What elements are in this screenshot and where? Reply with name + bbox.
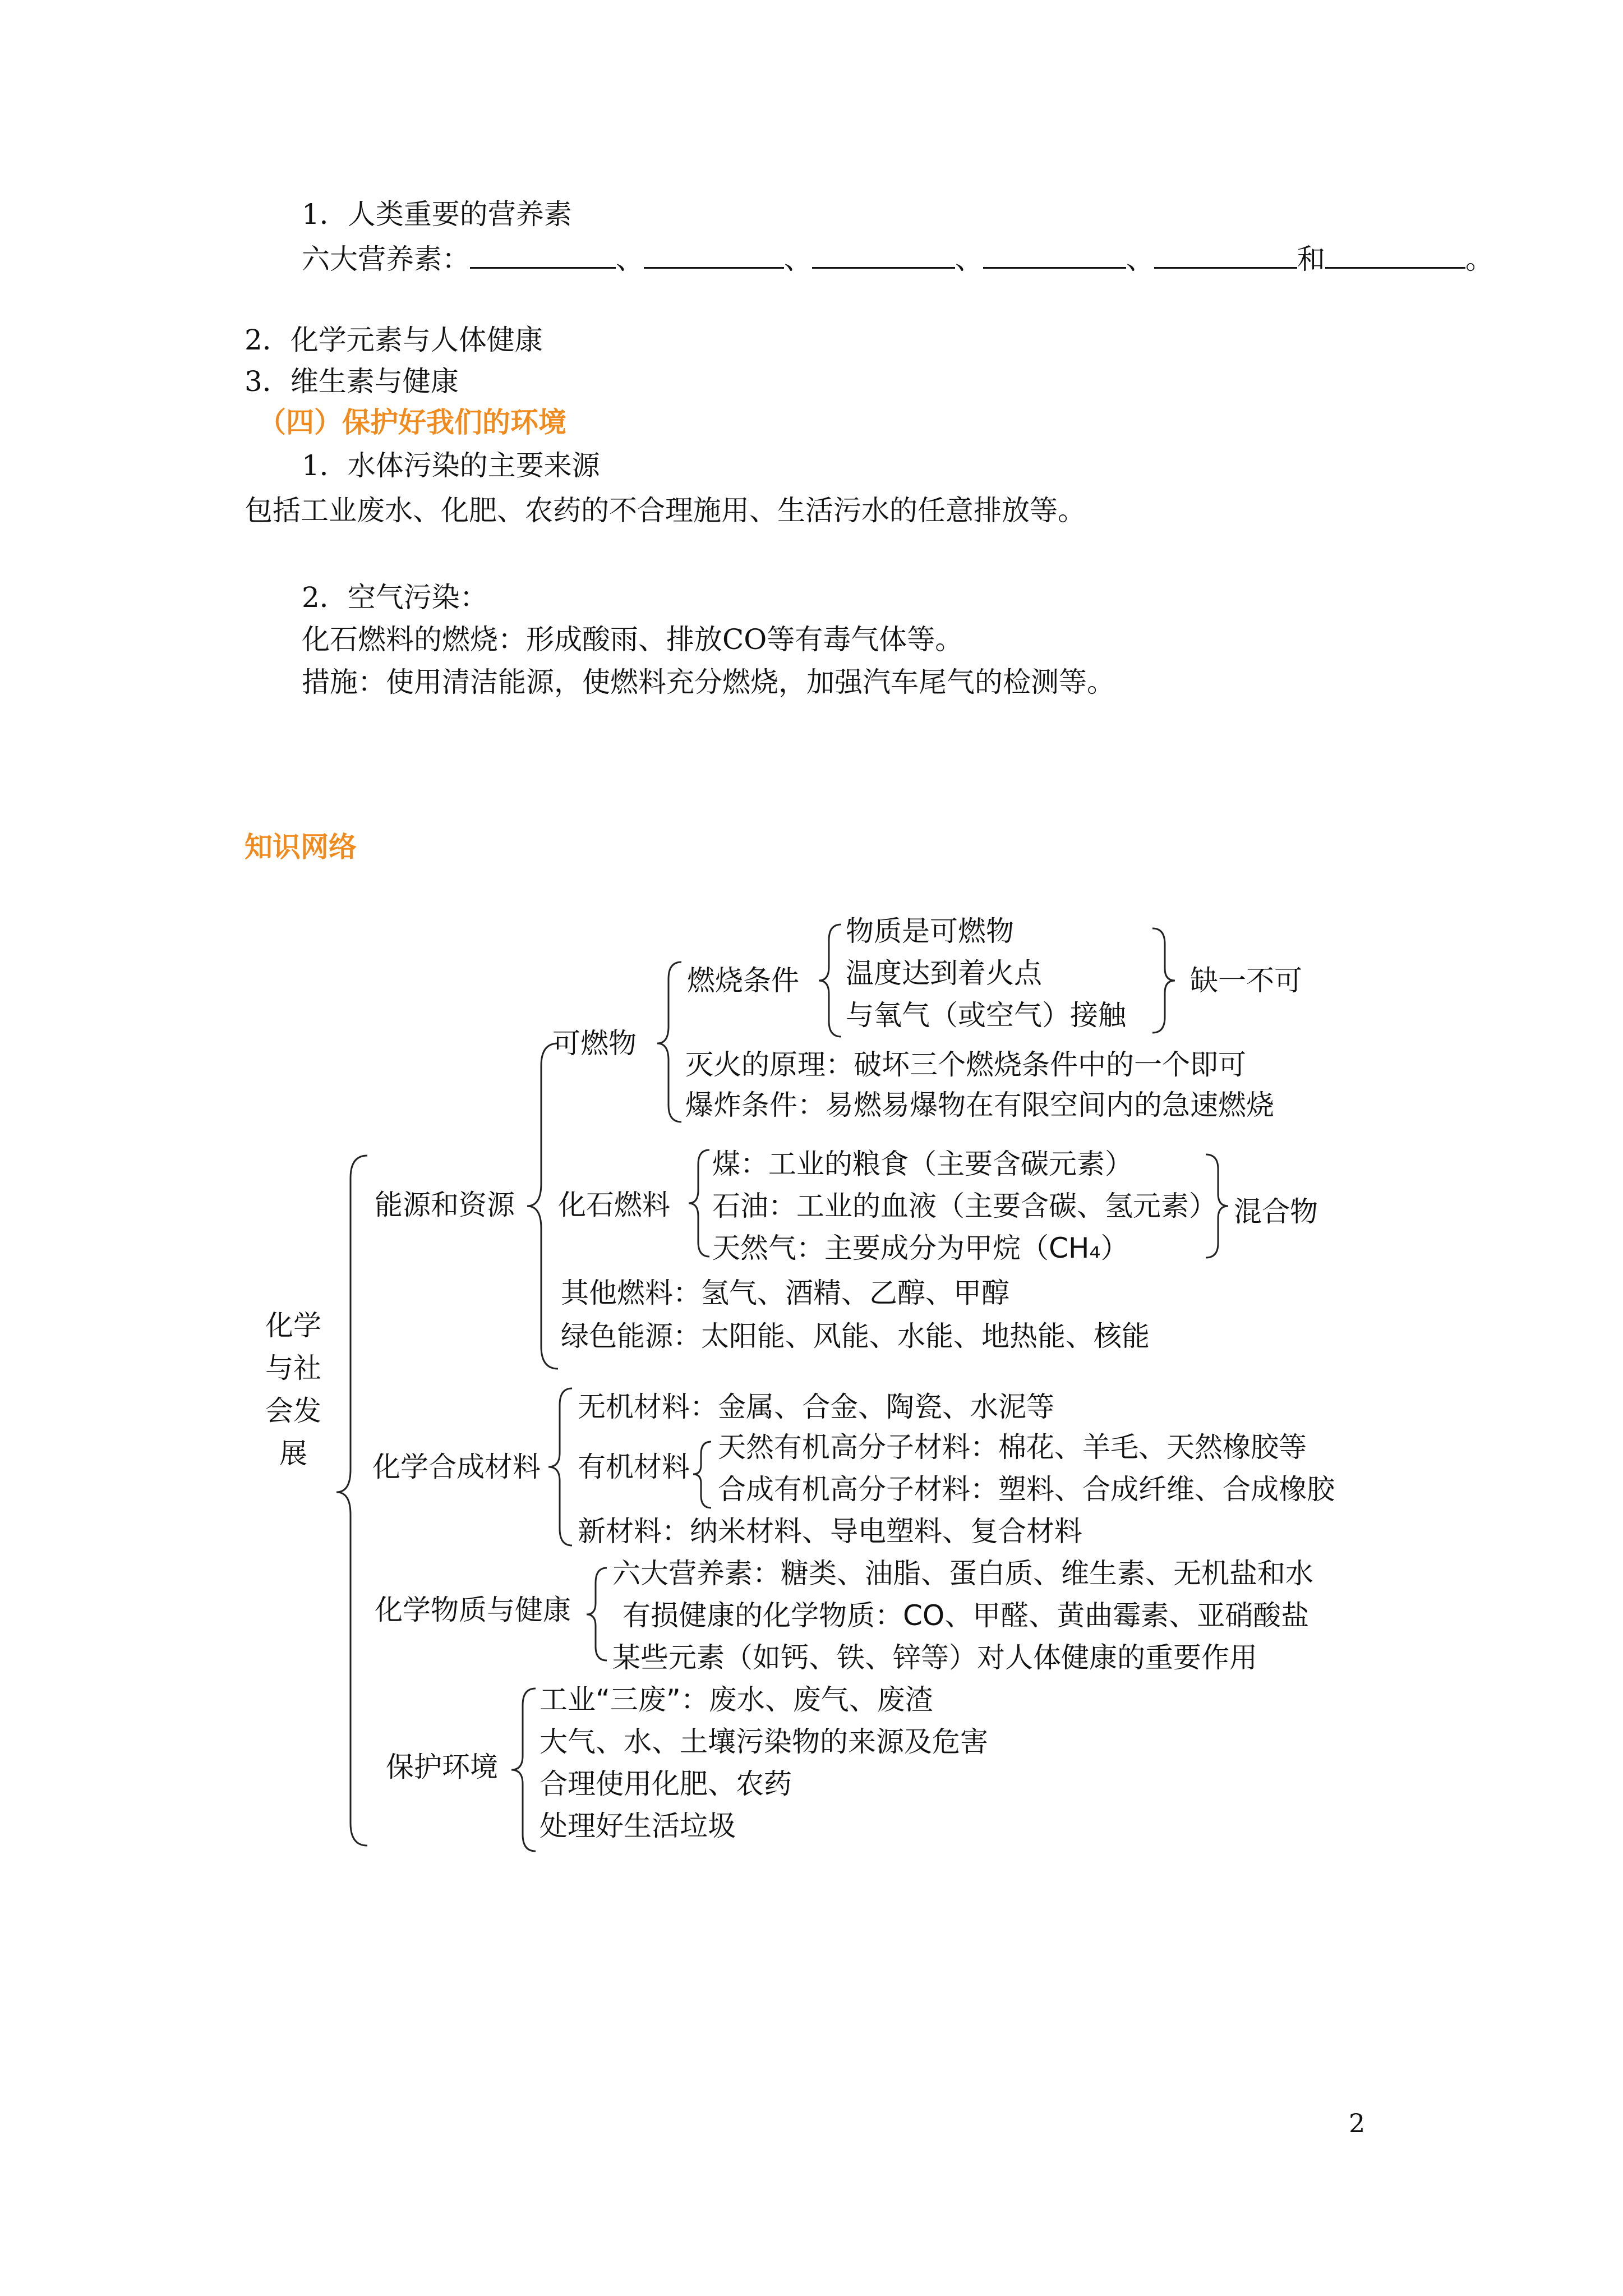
node-new-mat: 新材料：纳米材料、导电塑料、复合材料	[578, 1515, 1082, 1548]
brace-root	[336, 1156, 367, 1846]
node-elements: 某些元素（如钙、铁、锌等）对人体健康的重要作用	[612, 1641, 1257, 1674]
node-burn-cond: 燃烧条件	[687, 964, 799, 997]
node-synth-poly: 合成有机高分子材料：塑料、合成纤维、合成橡胶	[718, 1473, 1335, 1506]
node-cond3: 与氧气（或空气）接触	[846, 999, 1126, 1032]
sep-1: 、	[616, 243, 644, 275]
network-heading: 知识网络	[245, 831, 357, 863]
brace-burn-cond	[819, 924, 841, 1037]
brace-health	[587, 1568, 607, 1660]
node-indispensable: 缺一不可	[1190, 964, 1302, 997]
brace-synth	[548, 1388, 572, 1545]
node-other-fuel: 其他燃料：氢气、酒精、乙醇、甲醇	[561, 1277, 1009, 1309]
node-cond1: 物质是可燃物	[846, 915, 1014, 947]
item3: 3．维生素与健康	[245, 365, 459, 398]
and-word: 和	[1297, 243, 1325, 275]
brace-fossil	[689, 1150, 709, 1257]
brace-energy	[527, 1043, 558, 1369]
node-inorganic: 无机材料：金属、合金、陶瓷、水泥等	[578, 1391, 1054, 1423]
node-energy: 能源和资源	[375, 1189, 515, 1221]
sep-3: 、	[955, 243, 983, 275]
node-organic: 有机材料	[578, 1451, 690, 1483]
node-garbage: 处理好生活垃圾	[540, 1810, 736, 1842]
node-green-energy: 绿色能源：太阳能、风能、水能、地热能、核能	[561, 1320, 1150, 1352]
node-combustible: 可燃物	[552, 1027, 637, 1060]
node-fertilizer: 合理使用化肥、农药	[540, 1768, 792, 1800]
node-explosion: 爆炸条件：易燃易爆物在有限空间内的急速燃烧	[685, 1089, 1274, 1121]
node-gas: 天然气：主要成分为甲烷（CH₄）	[712, 1232, 1129, 1264]
page-number: 2	[1349, 2108, 1366, 2138]
node-protect: 保护环境	[386, 1751, 498, 1783]
node-fossil: 化石燃料	[558, 1189, 670, 1221]
brace-combustible	[657, 962, 681, 1122]
node-oil: 石油：工业的血液（主要含碳、氢元素）	[712, 1190, 1217, 1222]
node-three-waste: 工业“三废”：废水、废气、废渣	[540, 1683, 933, 1716]
sep-2: 、	[784, 243, 812, 275]
node-extinguish: 灭火的原理：破坏三个燃烧条件中的一个即可	[685, 1048, 1246, 1081]
node-mixture: 混合物	[1234, 1195, 1318, 1228]
brace-indispensable	[1152, 928, 1175, 1033]
node-coal: 煤：工业的粮食（主要含碳元素）	[712, 1148, 1133, 1180]
node-natural-poly: 天然有机高分子材料：棉花、羊毛、天然橡胶等	[718, 1431, 1307, 1464]
node-health: 化学物质与健康	[375, 1594, 571, 1626]
brace-protect	[511, 1688, 536, 1851]
air-text-2: 措施：使用清洁能源，使燃料充分燃烧，加强汽车尾气的检测等。	[302, 666, 1115, 698]
node-harmful: 有损健康的化学物质：CO、甲醛、黄曲霉素、亚硝酸盐	[623, 1599, 1310, 1632]
brace-organic	[693, 1442, 711, 1508]
node-synth: 化学合成材料	[372, 1451, 541, 1483]
section4-heading: （四）保护好我们的环境	[258, 406, 566, 439]
node-cond2: 温度达到着火点	[846, 957, 1042, 990]
item2: 2．化学元素与人体健康	[245, 324, 543, 356]
item1-title: 1．人类重要的营养素	[302, 198, 572, 231]
water-text: 包括工业废水、化肥、农药的不合理施用、生活污水的任意排放等。	[245, 494, 1086, 527]
diagram-root: 化学与社会发展	[265, 1309, 321, 1470]
nutrients-prefix: 六大营养素：	[302, 243, 470, 275]
air-title: 2．空气污染：	[302, 581, 488, 614]
node-nutrients: 六大营养素：糖类、油脂、蛋白质、维生素、无机盐和水	[612, 1557, 1313, 1590]
sep-4: 、	[1126, 243, 1154, 275]
water-title: 1．水体污染的主要来源	[302, 449, 600, 482]
node-pollution: 大气、水、土壤污染物的来源及危害	[540, 1726, 988, 1758]
period: 。	[1465, 243, 1493, 275]
air-text-1: 化石燃料的燃烧：形成酸雨、排放CO等有毒气体等。	[302, 623, 963, 656]
